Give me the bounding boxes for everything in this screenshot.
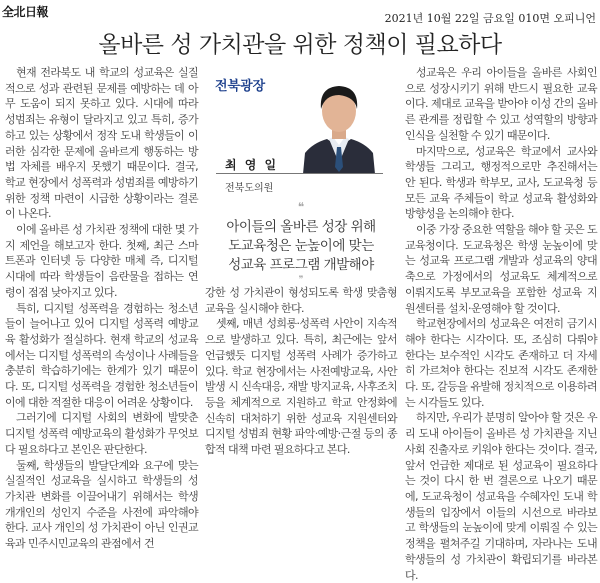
pull-quote-line: 도교육청은 눈높이에 맞는 (228, 238, 374, 254)
dateline: 2021년 10월 22일 금요일 010면 오피니언 (384, 12, 596, 25)
pull-quote-line: 아이들의 올바른 성장 위해 (226, 219, 376, 235)
divider (216, 173, 383, 174)
pull-quote-line: 성교육 프로그램 개발해야 (228, 257, 374, 273)
paragraph: 성교육은 우리 아이들을 올바른 사회인으로 성장시키기 위해 반드시 필요한 교육이다. 제대로 교육을 받아야 이성 간의 올바른 관계를 정립할 수 있고 성역할의 방향과 인식을 실천할 수 있기 때문이다. (405, 66, 597, 142)
article-title: 올바른 성 가치관을 위한 정책이 필요하다 (98, 32, 502, 58)
article-column-2 (205, 285, 397, 458)
paragraph: 그러기에 디지털 사회의 변화에 발맞춘 디지털 성폭력 예방교육의 활성화가 무엇보다 필요하다고 본인은 판단한다. (5, 411, 198, 456)
article-column-3 (405, 65, 597, 583)
article-column-1 (5, 65, 198, 552)
author-photo (303, 75, 375, 174)
paragraph: 학교현장에서의 성교육은 여전히 금기시해야 한다는 시각이다. 또, 조심히 다뤄야 한다는 보수적인 시각도 존재하고 더 자세히 가르쳐야 한다는 진보적 시각도 존재한다. 또, 갈등을 유발해 정치적으로 이용하려는 시각들도 있다. (405, 317, 597, 409)
paragraph: 이중 가장 중요한 역할을 해야 할 곳은 도교육청이다. 도교육청은 학생 눈높이에 맞는 성교육 프로그램 개발과 성교육의 양대 축으로 가정에서의 성교육도 체계적으로 이뤄지도록 부모교육을 포함한 성교육 지원센터를 설치·운영해야 할 것이다. (405, 223, 597, 315)
author-role: 전북도의원 (225, 183, 274, 194)
author-name: 최 영 일 (225, 158, 279, 172)
paragraph: 현재 전라북도 내 학교의 성교육은 실질적으로 성과 관련된 문제를 예방하는 데 아무 도움이 되지 못하고 있다. 시대에 따라 성범죄는 유형이 달라지고 있고 특히, 증가하고 있는 상황에서 정작 도내 학생들이 이러한 심각한 문제에 올바르게 행동하는 방법 자체를 배우지 못했기 때문이다. 결국, 학교 현장에서 성폭력과 성범죄를 예방하기 위한 정책 마련이 시급한 상황이라는 결론이 나온다. (5, 66, 198, 221)
paragraph: 둘째, 학생들의 발달단계와 요구에 맞는 실질적인 성교육을 실시하고 학생들의 성 가치관 변화를 이끌어내기 위해서는 학생 개개인의 성인지 수준을 사전에 파악해야 한다. 교사 개인의 성 가치관이 아닌 인권교육과 민주시민교육의 관점에서 건 (5, 458, 198, 551)
open-quote-icon: ❝ (297, 200, 305, 214)
paragraph: 강한 성 가치관이 형성되도록 학생 맞춤형 교육을 실시해야 한다. (205, 286, 397, 315)
section-label: 전북광장 (215, 79, 266, 94)
close-quote-icon: ❞ (298, 275, 304, 285)
paragraph: 하지만, 우리가 분명히 알아야 할 것은 우리 도내 아이들이 올바른 성 가치관을 지닌 사회 진출자로 키워야 한다는 것이다. 결국, 앞서 언급한 제대로 된 성교육이 필요하다는 것이 다시 한 번 결론으로 나오기 때문에, 도교육청이 성교육을 수혜자인 도내 학생들의 입장에서 이들의 시선으로 바라보고 학생들의 눈높이에 맞게 이뤄질 수 있는 정책을 펼쳐주길 기대하며, 자라나는 도내 학생들의 성 가치관이 확립되기를 바라본다. (405, 411, 597, 582)
newspaper-logo: 全北日報 (2, 5, 49, 19)
paragraph: 특히, 디지털 성폭력을 경험하는 청소년들이 늘어나고 있어 디지털 성폭력 예방교육 활성화가 절실하다. 현재 학교의 성교육에서는 디지털 성폭력의 속성이나 사례들을 충분히 학습하기에는 한계가 있기 때문이다. 또, 디지털 성폭력을 경험한 청소년들이 이에 대한 적절한 대응이 어려운 상황이다. (5, 301, 198, 409)
pull-quote (205, 200, 397, 285)
paragraph: 셋째, 매년 성희롱·성폭력 사안이 지속적으로 발생하고 있다. 특히, 최근에는 앞서 언급했듯 디지털 성폭력 사례가 증가하고 있다. 학교 현장에서는 사전예방교육, 사안 발생 시 신속대응, 재발 방지교육, 사후조치 등을 체계적으로 지원하고 학교 안정화에 신속히 대처하기 위한 성교육 지원센터와 디지털 성범죄 현황 파악·예방·근절 등의 종합적 대책 마련 필요하다고 본다. (205, 317, 397, 457)
paragraph: 이에 올바른 성 가치관 정책에 대한 몇 가지 제언을 해보고자 한다. 첫째, 최근 스마트폰과 인터넷 등 다양한 매체 즉, 디지털 시대에 따라 학생들이 음란물을 접하는 연령이 점점 낮아지고 있다. (5, 223, 198, 299)
paragraph: 마지막으로, 성교육은 학교에서 교사와 학생들 그리고, 행정적으로만 추진해서는 안 된다. 학생과 학부모, 교사, 도교육청 등 모든 교육 주체들이 학교 성교육 활성화와 방향성을 논의해야 한다. (405, 144, 597, 221)
